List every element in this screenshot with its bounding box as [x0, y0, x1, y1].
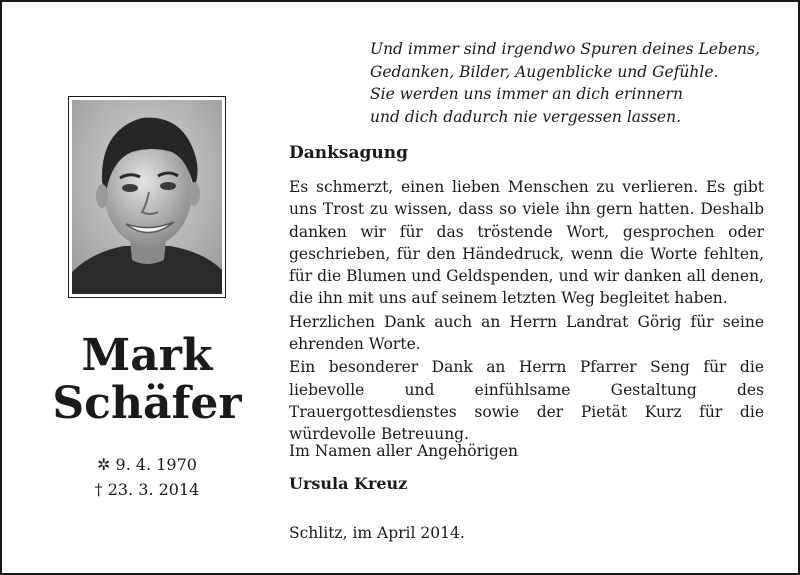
notice-paragraph: Ein besonderer Dank an Herrn Pfarrer Seng für die liebevolle und einfühlsame Gestaltung des Trauergottesdienstes sowie der Pietät Kurz für die würdevolle Betreuung. [289, 358, 764, 444]
last-name: Schäfer [52, 378, 242, 429]
poem-line: Gedanken, Bilder, Augenblicke und Gefühle. [370, 62, 719, 81]
first-name: Mark [81, 330, 213, 381]
birth-date: ✲ 9. 4. 1970 [97, 455, 197, 474]
deceased-name [42, 332, 252, 428]
life-dates [42, 452, 252, 502]
poem-line: und dich dadurch nie vergessen lassen. [370, 107, 682, 126]
poem-line: Sie werden uns immer an dich erinnern [370, 85, 683, 103]
notice-body [289, 176, 764, 447]
signature-intro: Im Namen aller Angehörigen [289, 442, 519, 460]
death-date: † 23. 3. 2014 [94, 480, 200, 499]
notice-heading: Danksagung [289, 143, 408, 163]
portrait-image [72, 100, 222, 294]
poem-line: Und immer sind irgendwo Spuren deines Lebens, [370, 40, 760, 58]
notice-paragraph: Herzlichen Dank auch an Herrn Landrat Görig für seine ehrenden Worte. [289, 312, 764, 354]
notice-paragraph: Es schmerzt, einen lieben Menschen zu verlieren. Es gibt uns Trost zu wissen, dass so viele ihn gern hatten. Deshalb danken wir für das tröstende Wort, gesprochen oder geschrieben, für den Händedruck, wenn die Worte fehlten, für die Blumen und Geldspenden, und wir danken all denen, die ihn mit uns auf seinem letzten Weg begleitet haben. [289, 178, 764, 308]
portrait-photo [68, 96, 226, 298]
memorial-poem [370, 38, 790, 128]
signer-name: Ursula Kreuz [289, 474, 408, 493]
place-date: Schlitz, im April 2014. [289, 524, 465, 542]
